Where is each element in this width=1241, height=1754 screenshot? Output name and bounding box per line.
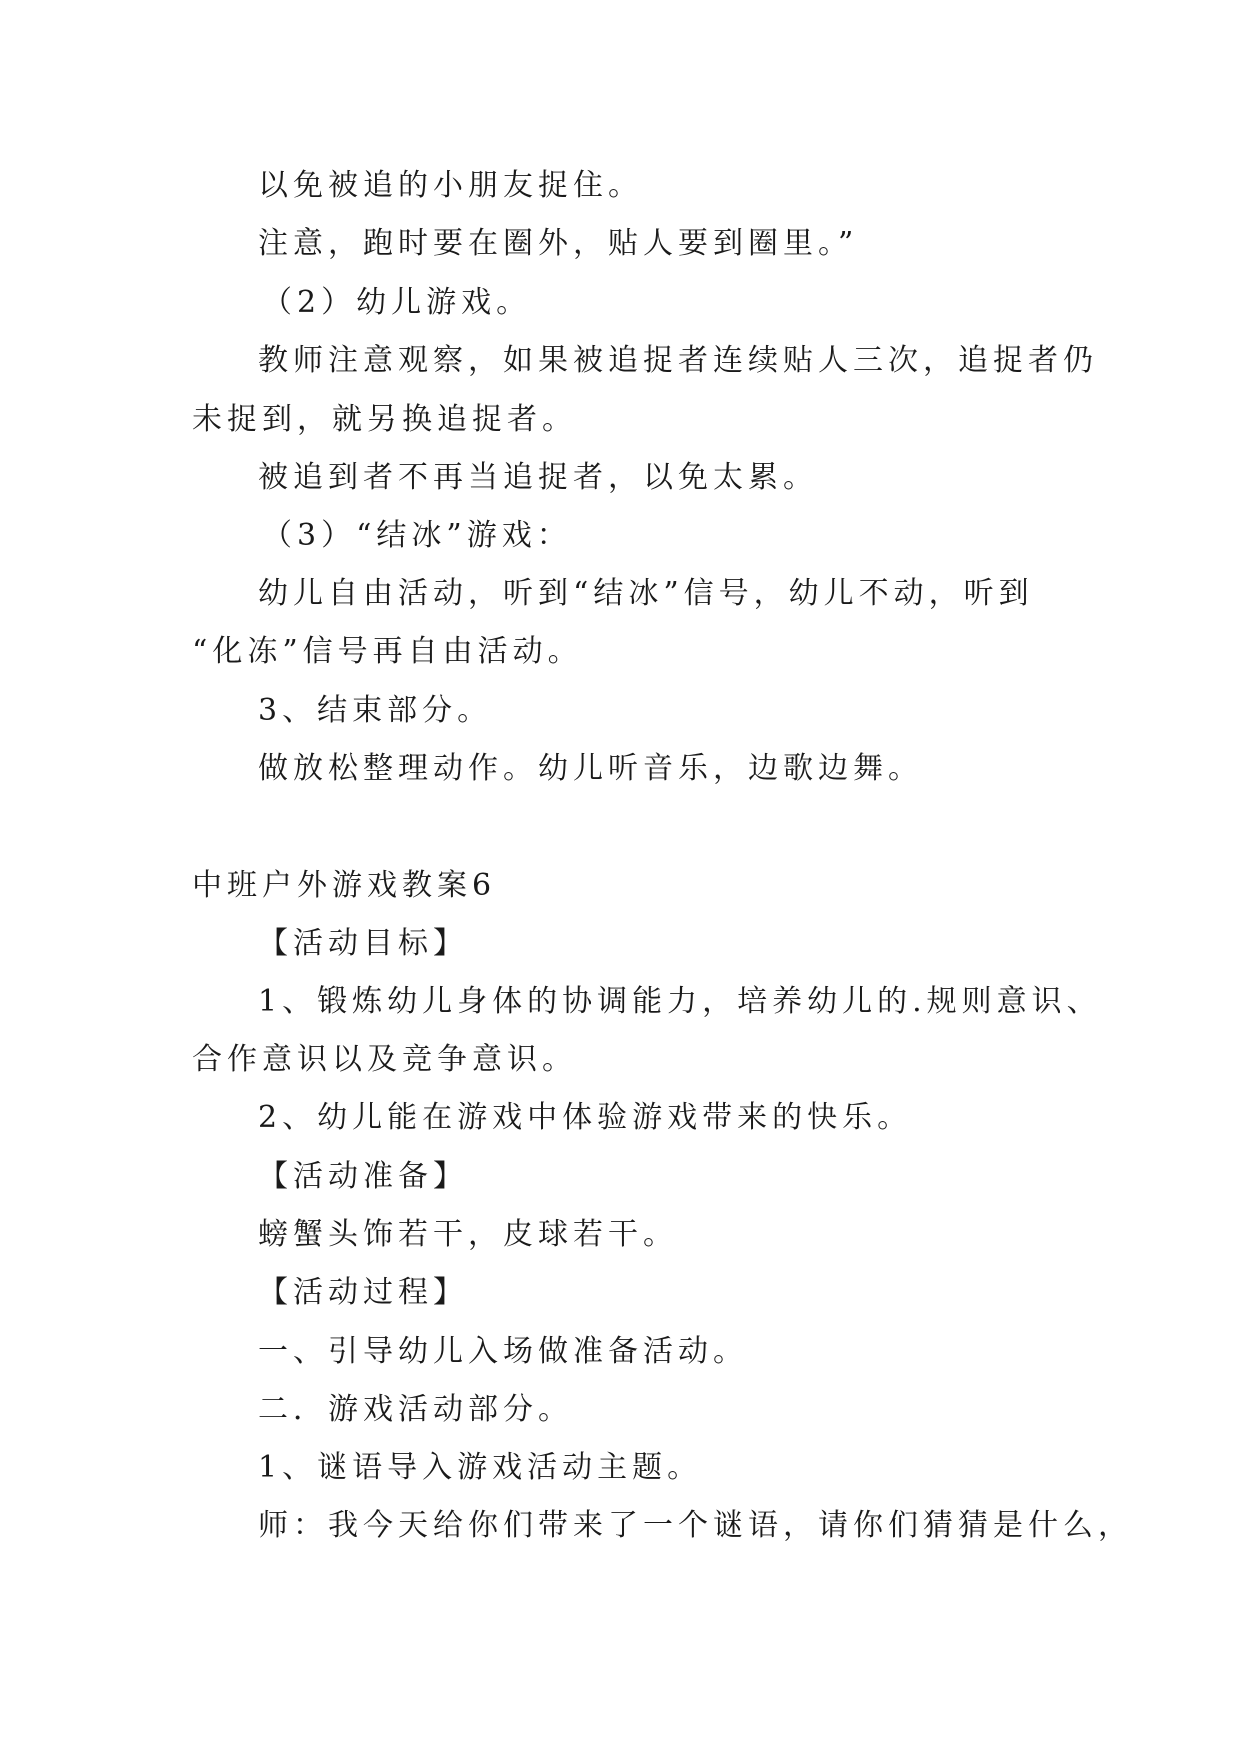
- paragraph-line: 1、锻炼幼儿身体的协调能力，培养幼儿的.规则意识、: [258, 984, 1102, 1019]
- paragraph-line: 被追到者不再当追捉者，以免太累。: [258, 460, 818, 495]
- paragraph-line: 注意，跑时要在圈外，贴人要到圈里。”: [258, 226, 859, 261]
- paragraph-line: 师：我今天给你们带来了一个谜语，请你们猜猜是什么，: [258, 1508, 1133, 1543]
- section-heading: 【活动准备】: [258, 1159, 468, 1194]
- paragraph-line: 教师注意观察，如果被追捉者连续贴人三次，追捉者仍: [258, 343, 1098, 378]
- paragraph-line: 未捉到，就另换追捉者。: [192, 402, 577, 437]
- paragraph-line: 2、幼儿能在游戏中体验游戏带来的快乐。: [258, 1100, 913, 1135]
- paragraph-line: 以免被追的小朋友捉住。: [258, 168, 643, 203]
- subheading-line: （2）幼儿游戏。: [262, 285, 532, 320]
- paragraph-line: 做放松整理动作。幼儿听音乐，边歌边舞。: [258, 751, 923, 786]
- paragraph-line: 合作意识以及竞争意识。: [192, 1042, 577, 1077]
- paragraph-line: 幼儿自由活动，听到“结冰”信号，幼儿不动，听到: [258, 576, 1034, 611]
- subheading-line: （3）“结冰”游戏：: [262, 518, 572, 553]
- paragraph-line: 螃蟹头饰若干，皮球若干。: [258, 1217, 678, 1252]
- section-heading: 【活动过程】: [258, 1275, 468, 1310]
- paragraph-line: 一、引导幼儿入场做准备活动。: [258, 1334, 748, 1369]
- section-title: 中班户外游戏教案6: [192, 868, 497, 903]
- section-heading: 【活动目标】: [258, 926, 468, 961]
- paragraph-line: 3、结束部分。: [258, 693, 493, 728]
- paragraph-line: “化冻”信号再自由活动。: [192, 634, 583, 669]
- paragraph-line: 1、谜语导入游戏活动主题。: [258, 1450, 703, 1485]
- paragraph-line: 二．游戏活动部分。: [258, 1392, 573, 1427]
